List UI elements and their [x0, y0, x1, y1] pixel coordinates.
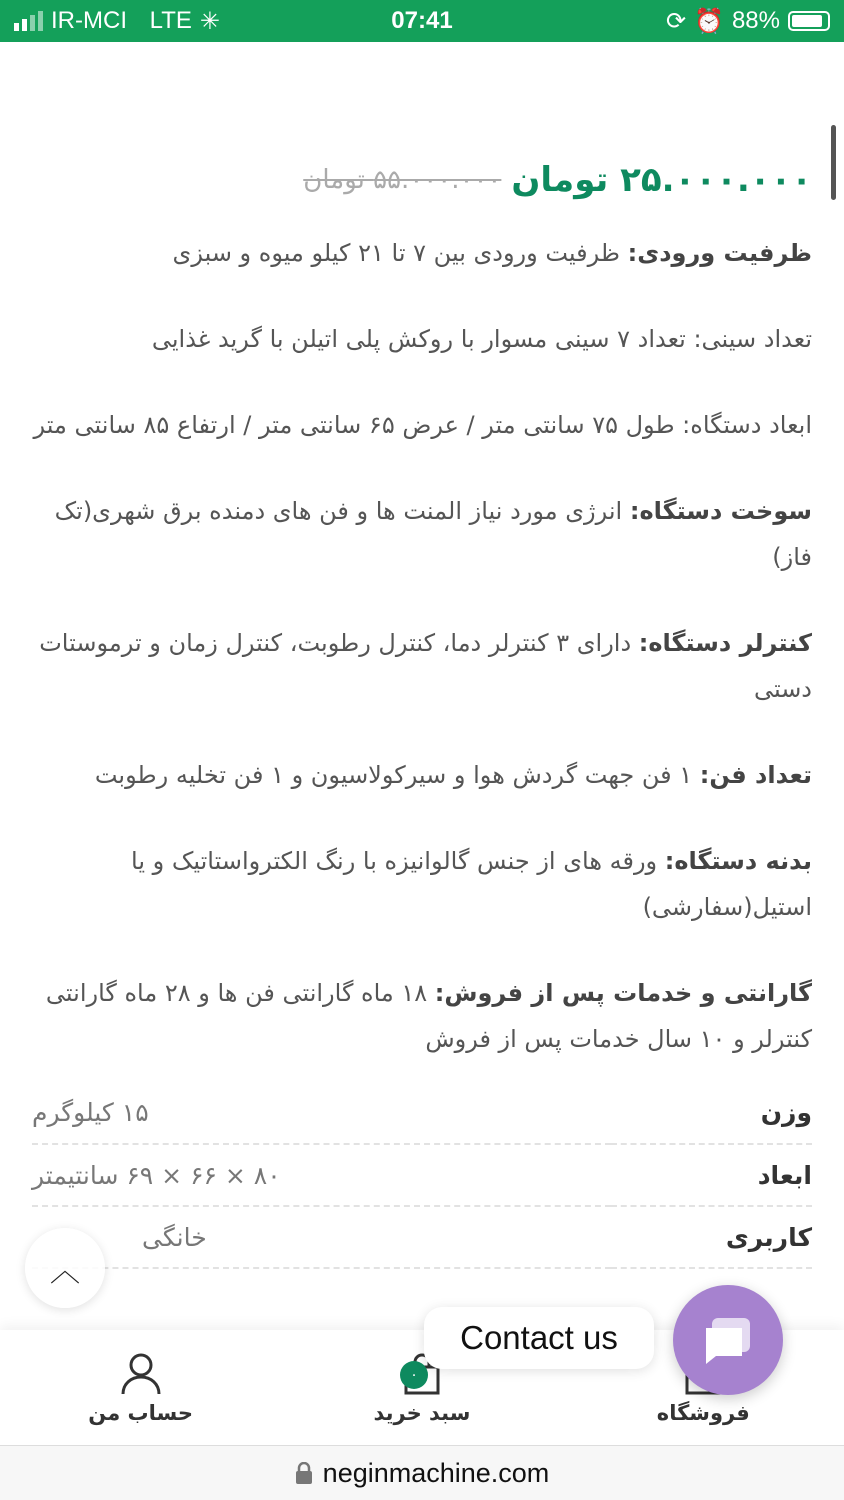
carrier: IR-MCI: [51, 7, 127, 34]
nav-account[interactable]: حساب من: [41, 1351, 241, 1425]
battery-percent: 88%: [731, 7, 780, 34]
network: LTE: [149, 7, 192, 34]
url-text: neginmachine.com: [322, 1457, 550, 1488]
address-bar[interactable]: [0, 1445, 844, 1500]
battery-icon: [788, 11, 830, 31]
spec-label: ظرفیت ورودی:: [627, 239, 812, 267]
user-icon: [119, 1351, 163, 1395]
attribute-row: [32, 1144, 812, 1206]
spec-text: دارای ۳ کنترلر دما، کنترل رطوبت، کنترل زمان و ترموستات دستی: [39, 629, 812, 703]
cart-count-badge: ۰: [400, 1361, 428, 1389]
spec-paragraph: [32, 620, 812, 712]
nav-cart[interactable]: ۰ سبد خرید: [322, 1351, 522, 1425]
spec-paragraph: [32, 970, 812, 1062]
spec-label: بدنه دستگاه:: [664, 847, 812, 875]
contact-us-button[interactable]: Contact us: [424, 1307, 654, 1369]
spec-paragraph: [32, 316, 812, 362]
loading-icon: ✳: [199, 7, 220, 35]
rotation-lock-icon: ⟳: [665, 7, 687, 35]
attributes-table: [32, 1082, 812, 1269]
product-details: [32, 150, 812, 1269]
attribute-value: ۱۵ کیلوگرم: [32, 1082, 611, 1144]
spec-label: گارانتی و خدمات پس از فروش:: [434, 979, 812, 1007]
attribute-key: وزن: [611, 1082, 812, 1144]
nav-shop[interactable]: فروشگاه: [603, 1351, 803, 1425]
chevron-up-icon: ︿: [50, 1254, 80, 1289]
spec-text: ۱۸ ماه گارانتی فن ها و ۲۸ ماه گارانتی کنترلر و ۱۰ سال خدمات پس از فروش: [45, 979, 812, 1053]
chat-button[interactable]: [673, 1285, 783, 1395]
status-bar: [0, 0, 844, 42]
old-price: ۵۵.۰۰۰.۰۰۰ تومان: [303, 165, 502, 195]
attribute-value: خانگی: [32, 1206, 611, 1268]
spec-paragraph: [32, 230, 812, 276]
attribute-row: [32, 1206, 812, 1268]
spec-label: تعداد فن:: [699, 761, 812, 789]
spec-text: ابعاد دستگاه: طول ۷۵ سانتی متر / عرض ۶۵ سانتی متر / ارتفاع ۸۵ سانتی متر: [33, 411, 812, 439]
attribute-key: کاربری: [611, 1206, 812, 1268]
attribute-value: ۸۰ × ۶۶ × ۶۹ سانتیمتر: [32, 1144, 611, 1206]
chat-bubbles-icon: [700, 1312, 756, 1368]
spec-text: ورقه های از جنس گالوانیزه با رنگ الکترواستاتیک و یا استیل(سفارشی): [131, 847, 812, 921]
attribute-row: [32, 1082, 812, 1144]
scroll-to-top-button[interactable]: [25, 1228, 105, 1308]
spec-paragraph: [32, 402, 812, 448]
scrollbar[interactable]: [831, 125, 836, 200]
lock-icon: [295, 1462, 313, 1484]
spec-text: ۱ فن جهت گردش هوا و سیرکولاسیون و ۱ فن تخلیه رطوبت: [94, 761, 700, 789]
alarm-icon: ⏰: [694, 7, 724, 35]
price: [32, 150, 812, 210]
spec-text: انرژی مورد نیاز المنت ها و فن های دمنده برق شهری(تک فاز): [54, 497, 812, 571]
clock: 07:41: [391, 7, 453, 34]
spec-text: ظرفیت ورودی بین ۷ تا ۲۱ کیلو میوه و سبزی: [172, 239, 628, 267]
sale-price: ۲۵.۰۰۰.۰۰۰ تومان: [511, 160, 812, 200]
spec-paragraph: [32, 488, 812, 580]
spec-text: تعداد سینی: تعداد ۷ سینی مسوار با روکش پلی اتیلن با گرید غذایی: [151, 325, 812, 353]
spec-paragraph: [32, 752, 812, 798]
spec-paragraph: [32, 838, 812, 930]
spec-label: سوخت دستگاه:: [629, 497, 812, 525]
attribute-key: ابعاد: [611, 1144, 812, 1206]
spec-label: کنترلر دستگاه:: [638, 629, 812, 657]
signal-icon: [14, 11, 43, 31]
